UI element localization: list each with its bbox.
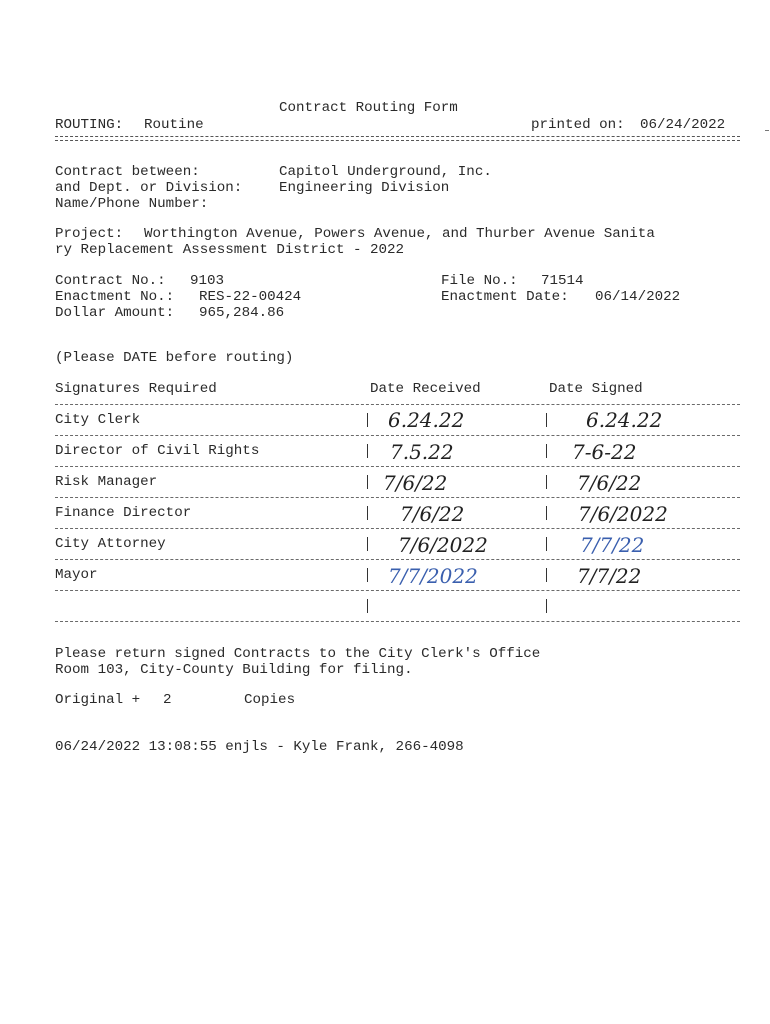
contract-between-label: Contract between:: [55, 164, 200, 180]
table-rule: [55, 404, 740, 405]
return-instruction-line-2: Room 103, City-County Building for filing.: [55, 662, 413, 678]
file-no-label: File No.:: [441, 273, 518, 289]
enactment-no-label: Enactment No.:: [55, 289, 175, 305]
edge-mark: [765, 130, 769, 131]
contract-no-label: Contract No.:: [55, 273, 166, 289]
role-mayor: Mayor: [55, 567, 98, 583]
column-separator: [367, 413, 368, 427]
column-separator: [546, 568, 547, 582]
col-signatures-required: Signatures Required: [55, 381, 217, 397]
routing-value: Routine: [144, 117, 204, 133]
column-separator: [367, 444, 368, 458]
routing-label: ROUTING:: [55, 117, 124, 133]
date-signed-finance-director[interactable]: 7/6/2022: [578, 502, 668, 526]
table-rule: [55, 621, 740, 622]
table-rule: [55, 528, 740, 529]
contract-no: 9103: [190, 273, 225, 289]
col-date-received: Date Received: [370, 381, 481, 397]
date-instruction: (Please DATE before routing): [55, 350, 294, 366]
table-rule: [55, 590, 740, 591]
column-separator: [546, 475, 547, 489]
contract-between-value: Capitol Underground, Inc.: [279, 164, 492, 180]
original-label: Original +: [55, 692, 141, 708]
printed-date: 06/24/2022: [640, 117, 726, 133]
column-separator: [546, 537, 547, 551]
project-line-2: ry Replacement Assessment District - 2022: [55, 242, 405, 258]
column-separator: [546, 599, 547, 613]
dept-value: Engineering Division: [279, 180, 450, 196]
col-date-signed: Date Signed: [549, 381, 643, 397]
column-separator: [546, 506, 547, 520]
printed-label: printed on:: [531, 117, 625, 133]
table-rule: [55, 435, 740, 436]
date-received-civil-rights[interactable]: 7.5.22: [390, 440, 454, 464]
date-signed-mayor[interactable]: 7/7/22: [577, 564, 642, 588]
return-instruction-line-1: Please return signed Contracts to the City Clerk's Office: [55, 646, 541, 662]
column-separator: [546, 444, 547, 458]
print-timestamp: 06/24/2022 13:08:55 enjls - Kyle Frank, 266-4098: [55, 739, 464, 755]
project-label: Project:: [55, 226, 124, 242]
column-separator: [367, 599, 368, 613]
name-phone-label: Name/Phone Number:: [55, 196, 209, 212]
copies-label: Copies: [244, 692, 296, 708]
table-rule: [55, 497, 740, 498]
dollar-amount-label: Dollar Amount:: [55, 305, 175, 321]
dept-label: and Dept. or Division:: [55, 180, 243, 196]
date-signed-civil-rights[interactable]: 7-6-22: [572, 440, 637, 464]
role-finance-director: Finance Director: [55, 505, 192, 521]
date-received-risk-manager[interactable]: 7/6/22: [383, 471, 448, 495]
role-city-attorney: City Attorney: [55, 536, 166, 552]
role-risk-manager: Risk Manager: [55, 474, 158, 490]
role-city-clerk: City Clerk: [55, 412, 141, 428]
date-signed-city-clerk[interactable]: 6.24.22: [586, 408, 663, 432]
table-rule: [55, 466, 740, 467]
column-separator: [367, 475, 368, 489]
enactment-date: 06/14/2022: [595, 289, 681, 305]
enactment-no: RES-22-00424: [199, 289, 302, 305]
header-double-rule: [55, 136, 740, 141]
column-separator: [367, 506, 368, 520]
copies-count: 2: [163, 692, 172, 708]
date-signed-city-attorney[interactable]: 7/7/22: [580, 533, 645, 557]
role-director-civil-rights: Director of Civil Rights: [55, 443, 260, 459]
column-separator: [367, 537, 368, 551]
date-received-city-clerk[interactable]: 6.24.22: [388, 408, 465, 432]
enactment-date-label: Enactment Date:: [441, 289, 569, 305]
table-rule: [55, 559, 740, 560]
dollar-amount: 965,284.86: [199, 305, 285, 321]
date-signed-risk-manager[interactable]: 7/6/22: [577, 471, 642, 495]
date-received-city-attorney[interactable]: 7/6/2022: [398, 533, 488, 557]
date-received-finance-director[interactable]: 7/6/22: [400, 502, 465, 526]
date-received-mayor[interactable]: 7/7/2022: [388, 564, 478, 588]
column-separator: [367, 568, 368, 582]
form-title: Contract Routing Form: [279, 100, 458, 116]
file-no: 71514: [541, 273, 584, 289]
column-separator: [546, 413, 547, 427]
project-line-1: Worthington Avenue, Powers Avenue, and Thurber Avenue Sanita: [144, 226, 655, 242]
